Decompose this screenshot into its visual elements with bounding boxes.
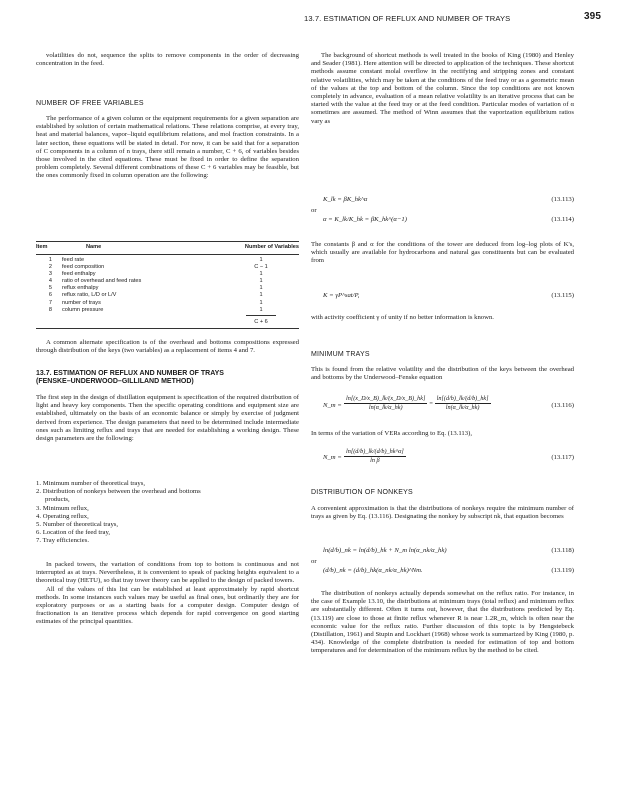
alternate-spec-paragraph: A common alternate specification is of the overhead and bottoms compositions expressed through distribution of the keys (two variables) as a replacement of items 4 and 7. xyxy=(36,339,299,355)
table-row xyxy=(36,271,299,278)
equation-13-115: K = γP^sat/P, (13.115) xyxy=(323,292,574,299)
equation-number: (13.116) xyxy=(551,402,574,409)
equation-13-116: N_m = $\frac{\ln[(x\_D/x\_B)\_lk/(x\_D/x\_B)\_hk]}{\ln(\alpha\_lk/\alpha\_hk)}$ = $\frac{\ln[(d/b)\_lk/(d/b)\_hk]}{\ln(\alpha\_lk/\alpha\_hk)}$ (13.116) xyxy=(323,395,574,412)
shortcut-methods-paragraph: All of the values of this list can be established at least approximately by rapid shortcut methods. In some instances such values may be useful as final ones, but ordinarily they are for exploratory purposes or as a starting basis for a computer design. Computer design of fractionation is an iterative process which depends for rapid convergence on good starting estimates of the principal quantities. xyxy=(36,585,299,626)
equation-13-114: α = K_lk/K_hk = βK_hk^(α−1) (13.114) xyxy=(323,216,574,223)
design-parameters-list xyxy=(36,480,299,546)
cell-name: ratio of overhead and feed rates xyxy=(62,278,142,285)
table-row xyxy=(36,278,299,285)
cell-name: reflux enthalpy xyxy=(62,285,99,292)
table-total: C + 6 xyxy=(254,319,268,325)
running-header xyxy=(304,13,601,25)
equation-13-113: K_lk = βK_hk^α (13.113) xyxy=(323,196,574,203)
estimation-paragraph: The first step in the design of distillation equipment is specification of the required distribution of light and heavy key components. Then the specific operating conditions and equipment size are established, ultimately on the basis of an economic balance or simply by exercise of judgment derived from experience. The design parameters that need to be determined include intermediate ones such as limiting reflux and trays that are needed for establishing a working design. These design parameters are the following: xyxy=(36,394,299,443)
cell-count: 1 xyxy=(259,292,263,299)
cell-item: 6 xyxy=(48,292,52,299)
running-header-title: 13.7. ESTIMATION OF REFLUX AND NUMBER OF TRAYS xyxy=(304,14,511,23)
cell-name: feed composition xyxy=(62,264,105,271)
table-row xyxy=(36,292,299,299)
equation-13-118: ln(d/b)_nk = ln(d/b)_hk + N_m ln(α_nk/α_hk) (13.118) xyxy=(323,547,574,554)
equation-number: (13.115) xyxy=(551,292,574,299)
activity-coefficient-paragraph: with activity coefficient γ of unity if no better information is known. xyxy=(311,314,494,321)
or-text: or xyxy=(311,207,317,214)
cell-name: reflux ratio, L/D or L/V xyxy=(62,292,117,299)
cell-count: 1 xyxy=(259,299,263,306)
cell-count: 1 xyxy=(259,306,263,313)
equation-13-117: N_m = $\frac{\ln[(d/b)\_lk/(d/b)\_hk\^{}\alpha]}{\text{ln β}}$ (13.117) xyxy=(323,448,574,465)
list-item: 2. Distribution of nonkeys between the overhead and bottoms xyxy=(36,488,201,496)
or-text: or xyxy=(311,558,317,565)
section-heading-estimation xyxy=(36,370,299,386)
table-row xyxy=(36,300,299,307)
variables-table xyxy=(36,244,299,251)
table-row xyxy=(36,257,299,264)
list-item: 3. Minimum reflux, xyxy=(36,504,89,512)
free-variables-paragraph: The performance of a given column or the equipment requirements for a given separation are established by solution of certain mathematical relations. These relations comprise, at every tray, heat and material balances, vapor–liquid equilibrium relations, and mol fraction constraints. In a later section, these equations will be stated in detail. For now, it can be said that for a separation of C components in a column of n trays, there still remain a number, C + 6, of variables besides those involved in the cited equations. These must be fixed in order to define the separation problem completely. Several different combinations of these C + 6 variables may be feasible, but the ones commonly fixed in column operation are the following: xyxy=(36,115,299,180)
fraction-denominator: ln(α_lk/α_hk) xyxy=(368,404,403,412)
cell-item: 7 xyxy=(48,299,52,306)
equation-number: (13.114) xyxy=(551,216,574,223)
packed-towers-paragraph: In packed towers, the variation of conditions from top to bottom is continuous and not interrupted as at trays. Nevertheless, it is convenient to speak of packing heights equivalent to a theoretical tray (HETU), so that tray tower theory can be applied to the design of packed towers. xyxy=(36,561,299,585)
list-item: products, xyxy=(45,496,70,504)
nonkeys-paragraph: A convenient approximation is that the distributions of nonkeys require the minimum number of trays as given by Eq. (13.116). Designating the nonkey by subscript nk, that equation becomes xyxy=(311,505,574,521)
list-item: 6. Location of the feed tray, xyxy=(36,529,111,537)
col-header-name: Name xyxy=(86,244,102,250)
cell-count: 1 xyxy=(259,278,263,285)
list-item: 7. Tray efficiencies. xyxy=(36,537,89,545)
cell-item: 4 xyxy=(48,278,52,285)
constants-paragraph: The constants β and α for the conditions of the tower are deduced from log–log plots of K's, which usually are available for hydrocarbons and natural gas constituents but can be evaluated from xyxy=(311,241,574,265)
equation-number: (13.119) xyxy=(551,567,574,574)
cell-item: 8 xyxy=(48,306,52,313)
intro-paragraph: volatilities do not, sequence the splits to remove components in the order of decreasing concentration in the feed. xyxy=(36,52,299,68)
equation-number: (13.117) xyxy=(551,454,574,461)
cell-name: column pressure xyxy=(62,306,104,313)
list-item: 1. Minimum number of theoretical trays, xyxy=(36,480,146,487)
table-row xyxy=(36,285,299,292)
cell-count: C − 1 xyxy=(254,264,268,271)
background-paragraph: The background of shortcut methods is well treated in the books of King (1980) and Henley and Seader (1981). Here attention will be directed to application of the techniques. These shortcut methods assume constant molal overflow in the rectifying and stripping zones and constant relative volatilities, which may be taken at the conditions of the feed tray or as a geometric mean of the values at the top and bottom of the column. Since the top conditions are not known completely in advance, evaluation of a mean relative volatility is an iterative process that can be started with the value at the feed tray or at the feed condition. Particular modes of variation of α sometimes are assumed. The method of Winn assumes that the vaporization equilibrium ratios vary as xyxy=(311,52,574,125)
table-bottom-rule xyxy=(36,328,299,329)
section-heading-minimum-trays: MINIMUM TRAYS xyxy=(311,351,370,358)
fraction-numerator: ln[(x_D/x_B)_lk/(x_D/x_B)_hk] xyxy=(344,395,427,404)
section-heading-estimation-line2: (FENSKE–UNDERWOOD–GILLILAND METHOD) xyxy=(36,378,194,385)
cell-count: 1 xyxy=(259,257,263,263)
fraction-denominator: ln(α_lk/α_hk) xyxy=(445,404,480,412)
equation-number: (13.118) xyxy=(551,547,574,554)
left-column xyxy=(36,52,299,68)
fraction-numerator: ln[(d/b)_lk/(d/b)_hk] xyxy=(435,395,491,404)
cell-name: feed enthalpy xyxy=(62,271,96,278)
col-header-item: Item xyxy=(36,244,48,250)
cell-count: 1 xyxy=(259,271,263,278)
cell-name: number of trays xyxy=(62,299,101,306)
cell-name: feed rate xyxy=(62,257,85,263)
cell-count: 1 xyxy=(259,285,263,292)
fraction-denominator: ln β xyxy=(370,457,380,465)
table-header-rule xyxy=(36,254,299,255)
col-header-number: Number of Variables xyxy=(244,244,299,250)
equation-13-119: (d/b)_nk = (d/b)_hk(α_nk/α_hk)^Nm. (13.119) xyxy=(323,567,574,574)
page-number: 395 xyxy=(584,11,601,22)
minimum-trays-paragraph: This is found from the relative volatility and the distribution of the keys between the overhead and bottoms by the Underwood–Fenske equation xyxy=(311,366,574,382)
section-heading-estimation-line1: 13.7. ESTIMATION OF REFLUX AND NUMBER OF TRAYS xyxy=(36,370,224,377)
table-sum-rule xyxy=(246,315,276,316)
cell-item: 2 xyxy=(48,264,52,271)
section-heading-free-variables: NUMBER OF FREE VARIABLES xyxy=(36,100,144,107)
cell-item: 3 xyxy=(48,271,52,278)
nonkey-distribution-paragraph: The distribution of nonkeys actually depends somewhat on the reflux ratio. For instance, in the case of Example 13.10, the distributions at minimum trays (total reflux) and minimum reflux are substantially different. Often it turns out, however, that the distributions predicted by Eq. (13.119) are close to those at finite reflux whenever R is near 1.2R_m, which is often near the economic value for the reflux ratio. Further discussion of this topic is by Hengstebeck (Distillation, 1961) and Stupin and Lockhart (1968) whose work is summarized by King (1980, p. 434). Knowledge of the complete distribution is needed for estimation of top and bottom temperatures and for determination of the minimum reflux by the method to be cited. xyxy=(311,590,574,655)
list-item: 4. Operating reflux, xyxy=(36,512,89,520)
table-top-rule xyxy=(36,241,299,242)
table-row xyxy=(36,307,299,314)
cell-item: 1 xyxy=(48,257,52,263)
fraction-numerator: ln[(d/b)_lk/(d/b)_hk^α] xyxy=(344,448,406,457)
vers-paragraph: In terms of the variation of VERs according to Eq. (13.113), xyxy=(311,430,473,437)
equation-number: (13.113) xyxy=(551,196,574,203)
list-item: 5. Number of theoretical trays, xyxy=(36,521,119,529)
section-heading-nonkeys: DISTRIBUTION OF NONKEYS xyxy=(311,489,413,496)
cell-item: 5 xyxy=(48,285,52,292)
table-row xyxy=(36,264,299,271)
